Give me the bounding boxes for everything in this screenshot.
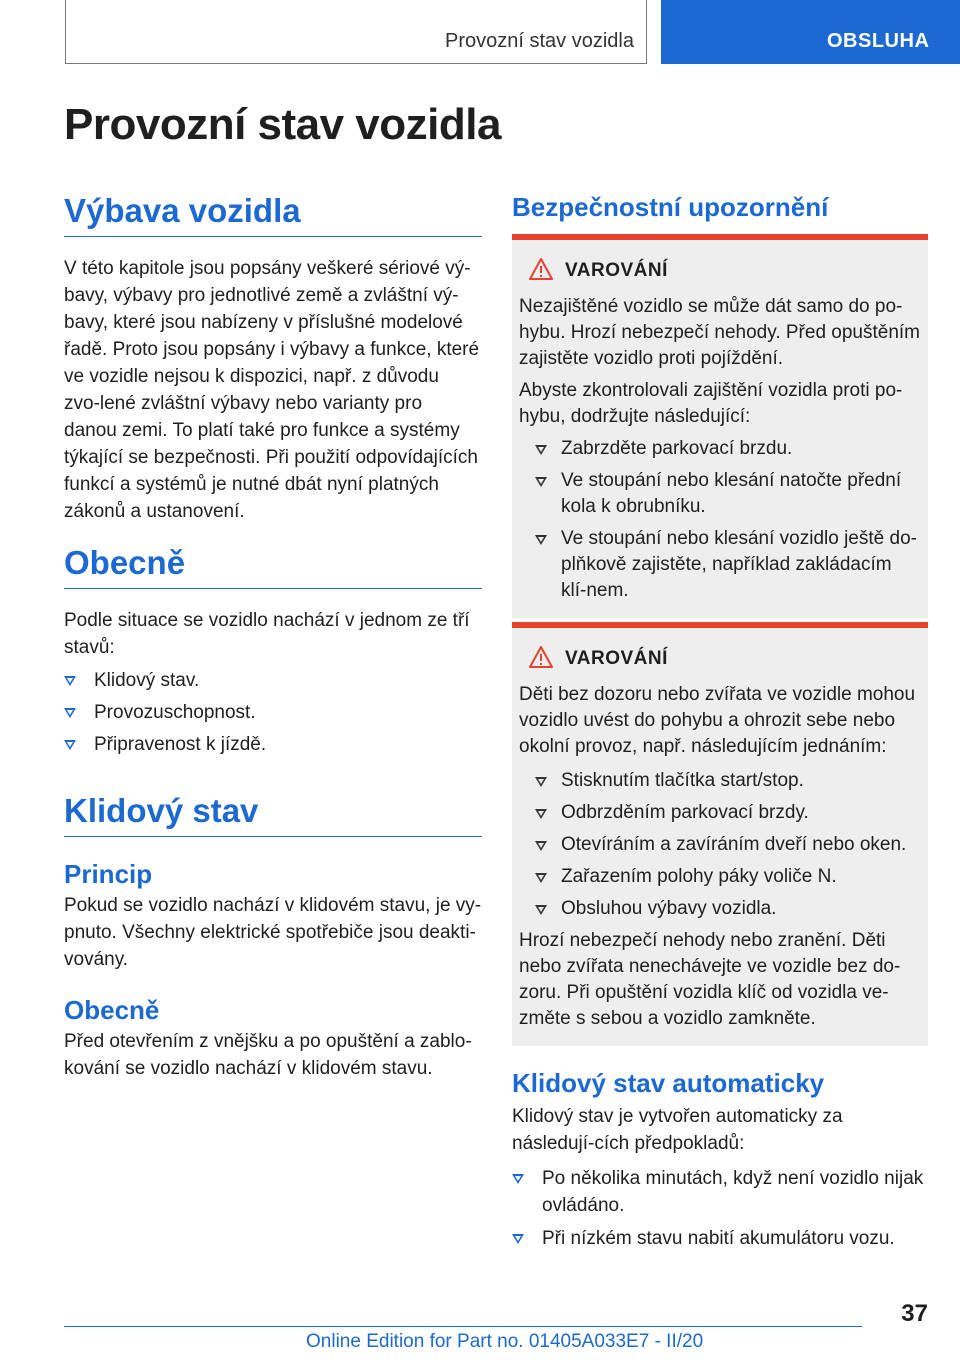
warning-triangle-icon <box>529 646 553 668</box>
vybava-text: V této kapitole jsou popsány veškeré sériové vý-bavy, výbavy pro jednotlivé země a zvláštní vý-bavy, které jsou nabízeny v příslušné modelové řadě. Proto jsou popsány i výbavy a funkce, které ve vozidle nejsou k dispozici, např. z důvodu zvo-lené zvláštní výbavy nebo varianty pro danou zemi. To platí také pro funkce a systémy týkající se bezpečnosti. Při použití odpovídajících funkcí a systémů je nutné dbát nyní platných zákonů a ustanovení. <box>64 258 480 522</box>
warning-box-2 <box>512 622 928 1046</box>
list-item: Otevíráním a zavíráním dveří nebo oken. <box>519 832 920 858</box>
bullet-triangle-icon <box>535 445 547 455</box>
bullet-triangle-icon <box>535 477 547 487</box>
warning-text: Děti bez dozoru nebo zvířata ve vozidle mohou vozidlo uvést do pohybu a ohrozit sebe nebo okolní provoz, např. následujícím jednáním: <box>519 684 916 757</box>
warning-text: Nezajištěné vozidlo se může dát samo do po-hybu. Hrozí nebezpečí nehody. Před opuštěním zajistěte vozidlo proti pojíždění. <box>519 296 921 369</box>
list-item: Zabrzděte parkovací brzdu. <box>519 436 920 462</box>
bullet-triangle-icon <box>64 740 76 750</box>
list-item: Po několika minutách, když není vozidlo nijak ovládáno. <box>512 1165 930 1219</box>
warning-header <box>519 646 920 676</box>
obecne-list <box>64 667 482 758</box>
bullet-triangle-icon <box>535 841 547 851</box>
obecne-text: Podle situace se vozidlo nachází v jednom ze tří stavů: <box>64 610 470 658</box>
section-obecne <box>64 544 482 758</box>
bullet-triangle-icon <box>512 1174 524 1184</box>
section-vybava <box>64 192 482 525</box>
bullet-triangle-icon <box>64 708 76 718</box>
warning-box-1 <box>512 234 928 618</box>
list-item: Ve stoupání nebo klesání vozidlo ještě do-plňkově zajistěte, například zakládacím klí-nem. <box>519 526 920 604</box>
bullet-triangle-icon <box>535 809 547 819</box>
list-item: Provozuschopnost. <box>64 699 482 726</box>
warning-header <box>519 258 920 288</box>
bullet-triangle-icon <box>535 535 547 545</box>
heading-obecne: Obecně <box>64 544 482 589</box>
bullet-triangle-icon <box>535 777 547 787</box>
page-number: 37 <box>901 1300 928 1327</box>
section-bezpecnost <box>512 192 930 223</box>
warning-text: Hrozí nebezpečí nehody nebo zranění. Děti nebo zvířata nenechávejte ve vozidle bez do-zoru. Při opuštění vozidla klíč od vozidla ve-změte s sebou a vozidlo zamkněte. <box>519 930 901 1029</box>
warning-list <box>519 436 920 604</box>
warning-label: VAROVÁNÍ <box>565 648 668 669</box>
bullet-triangle-icon <box>535 873 547 883</box>
footer-divider <box>64 1326 862 1327</box>
list-item: Připravenost k jízdě. <box>64 731 482 758</box>
auto-list <box>512 1165 930 1252</box>
warning-text: Abyste zkontrolovali zajištění vozidla proti po-hybu, dodržujte následující: <box>519 380 903 427</box>
auto-text: Klidový stav je vytvořen automaticky za následují-cích předpokladů: <box>512 1106 843 1154</box>
warning-triangle-icon <box>529 258 553 280</box>
heading-bezpecnost: Bezpečnostní upozornění <box>512 192 829 222</box>
heading-obecne-klid: Obecně <box>64 995 160 1025</box>
heading-auto: Klidový stav automaticky <box>512 1068 825 1098</box>
section-auto <box>512 1068 930 1252</box>
header-chapter-tab[interactable] <box>661 0 960 64</box>
list-item: Ve stoupání nebo klesání natočte přední kola k obrubníku. <box>519 468 920 520</box>
header-section-title: Provozní stav vozidla <box>445 30 634 52</box>
list-item: Stisknutím tlačítka start/stop. <box>519 768 920 794</box>
obecne-klid-text: Před otevřením z vnějšku a po opuštění a zablo-kování se vozidlo nachází v klidovém stavu. <box>64 1031 472 1079</box>
warning-label: VAROVÁNÍ <box>565 260 668 281</box>
bullet-triangle-icon <box>64 676 76 686</box>
list-item: Obsluhou výbavy vozidla. <box>519 896 920 922</box>
list-item: Při nízkém stavu nabití akumulátoru vozu. <box>512 1225 930 1252</box>
section-klidovy <box>64 792 482 1082</box>
chapter-tab-label: OBSLUHA <box>827 30 930 52</box>
heading-klidovy: Klidový stav <box>64 792 482 837</box>
princip-text: Pokud se vozidlo nachází v klidovém stavu, je vy-pnuto. Všechny elektrické spotřebiče jsou deakti-vovány. <box>64 895 482 970</box>
list-item: Zařazením polohy páky voliče N. <box>519 864 920 890</box>
list-item: Odbrzděním parkovací brzdy. <box>519 800 920 826</box>
heading-vybava: Výbava vozidla <box>64 192 482 237</box>
bullet-triangle-icon <box>535 905 547 915</box>
bullet-triangle-icon <box>512 1234 524 1244</box>
footer-edition-text: Online Edition for Part no. 01405A033E7 - II/20 <box>306 1331 704 1352</box>
warning-list <box>519 768 920 922</box>
list-item: Klidový stav. <box>64 667 482 694</box>
heading-princip: Princip <box>64 859 153 889</box>
header-section-box <box>65 0 647 64</box>
page-title: Provozní stav vozidla <box>64 100 501 149</box>
